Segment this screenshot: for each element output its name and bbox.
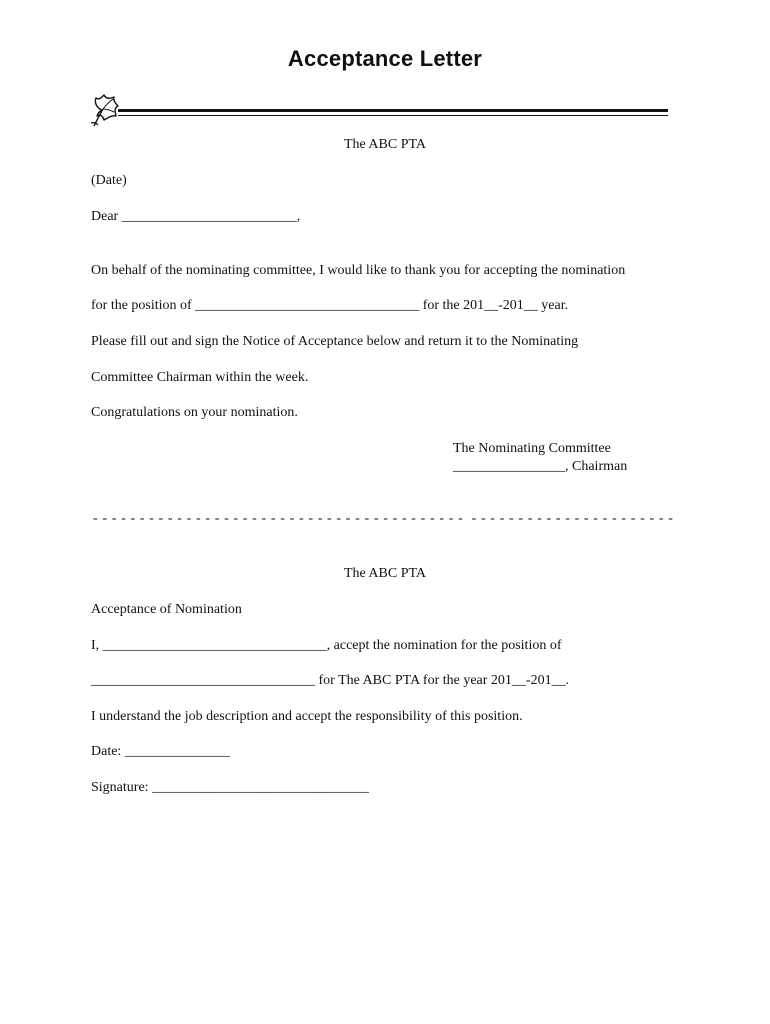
letter-paragraph-2-line-2: Committee Chairman within the week. <box>91 370 309 385</box>
signoff-chairman: ________________, Chairman <box>453 459 628 474</box>
acceptance-signature-field: Signature: _______________________________ <box>91 780 370 795</box>
acceptance-heading: Acceptance of Nomination <box>91 602 242 617</box>
acceptance-line-1: I, ________________________________, accept the nomination for the position of <box>91 638 562 653</box>
signoff-committee: The Nominating Committee <box>453 441 611 456</box>
letter-congratulations: Congratulations on your nomination. <box>91 405 298 420</box>
header-rule-thick <box>118 109 668 112</box>
acceptance-line-2: ________________________________ for The ABC PTA for the year 201__-201__. <box>91 673 570 688</box>
leaf-icon <box>88 92 122 130</box>
acceptance-date-field: Date: _______________ <box>91 744 230 759</box>
cut-line-separator: - - - - - - - - - - - - - - - - - - - - - - - - - - - - - - - - - - - - - - - - - - - - - - - - - - - - - - - - - - - - - - <box>93 511 674 526</box>
letter-date: (Date) <box>91 173 127 188</box>
page-title: Acceptance Letter <box>287 46 483 71</box>
letter-paragraph-1-line-1: On behalf of the nominating committee, I would like to thank you for accepting the nomination <box>91 263 626 278</box>
letter-salutation: Dear _________________________, <box>91 209 301 224</box>
letter-paragraph-1-line-2: for the position of ________________________________ for the 201__-201__ year. <box>91 298 569 313</box>
letter-org: The ABC PTA <box>343 137 427 152</box>
letter-paragraph-2-line-1: Please fill out and sign the Notice of Acceptance below and return it to the Nominating <box>91 334 579 349</box>
acceptance-org: The ABC PTA <box>343 566 427 581</box>
acceptance-line-3: I understand the job description and accept the responsibility of this position. <box>91 709 523 724</box>
header-rule-thin <box>118 115 668 116</box>
